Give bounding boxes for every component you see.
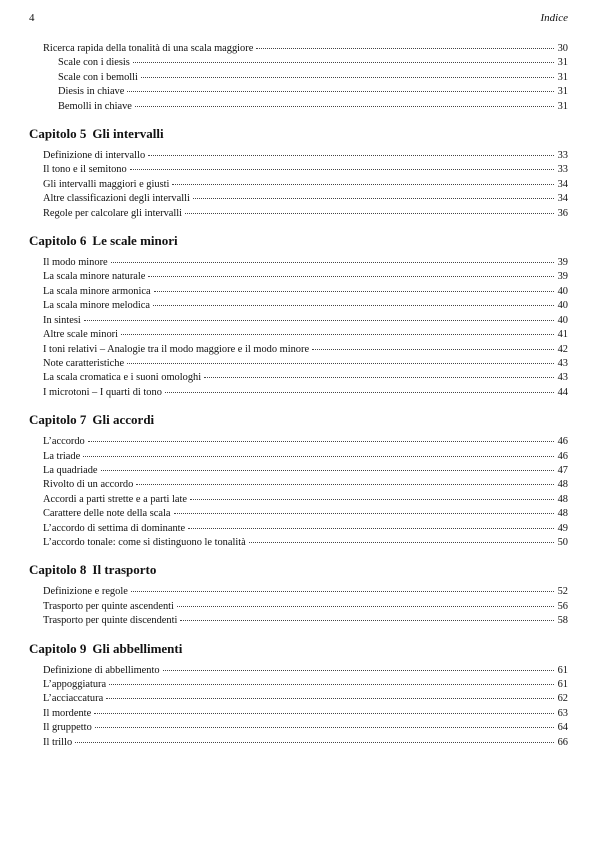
dot-leader — [133, 62, 554, 63]
toc-entry-title: Altre scale minori — [43, 329, 119, 341]
toc-entry-page: 40 — [557, 314, 568, 326]
toc-entry — [29, 256, 568, 270]
dot-leader — [148, 276, 554, 277]
toc-entry-page: 48 — [557, 479, 568, 491]
toc-entry-title: Scale con i diesis — [58, 57, 130, 69]
toc-entry-page: 31 — [557, 100, 568, 112]
dot-leader — [148, 155, 554, 156]
toc-entry-title: Altre classificazioni degli intervalli — [43, 193, 190, 205]
chapter-number: Capitolo 5 — [29, 126, 87, 142]
chapter-title: Gli intervalli — [92, 126, 164, 142]
toc-entry-page: 43 — [557, 372, 568, 384]
toc-entry — [29, 692, 568, 706]
toc-entry — [29, 614, 568, 628]
dot-leader — [165, 392, 554, 393]
toc-entry-title: L’appoggiatura — [43, 679, 107, 690]
toc-entry-page: 58 — [557, 615, 568, 627]
toc-entry-title: Definizione di intervallo — [43, 150, 146, 162]
toc-entry-title: Scale con i bemolli — [58, 71, 138, 83]
toc-entry-page: 36 — [557, 207, 568, 219]
toc-entry-title: Gli intervalli maggiori e giusti — [43, 178, 170, 190]
toc-entry-title: In sintesi — [43, 314, 81, 326]
dot-leader — [154, 291, 554, 292]
toc-entry-page: 48 — [557, 493, 568, 505]
toc-entry — [29, 42, 568, 56]
dot-leader — [135, 106, 554, 107]
dot-leader — [177, 606, 554, 607]
toc-preamble-section — [29, 42, 568, 114]
toc-entry — [29, 56, 568, 70]
toc-entry-title: Definizione e regole — [43, 586, 128, 598]
dot-leader — [109, 684, 554, 685]
toc-chapter — [29, 126, 568, 221]
dot-leader — [127, 363, 554, 364]
toc-entry-page: 31 — [557, 71, 568, 83]
dot-leader — [136, 484, 554, 485]
dot-leader — [204, 377, 554, 378]
toc-entry — [29, 386, 568, 400]
toc-entry-title: Il trillo — [43, 736, 73, 748]
dot-leader — [131, 591, 554, 592]
dot-leader — [94, 713, 554, 714]
chapter-title: Il trasporto — [92, 562, 157, 578]
toc-entry-title: Accordi a parti strette e a parti late — [43, 493, 187, 505]
dot-leader — [130, 169, 554, 170]
chapter-heading — [29, 126, 568, 142]
toc-entry-title: L’accordo — [43, 436, 85, 448]
toc-entry — [29, 678, 568, 692]
dot-leader — [249, 542, 554, 543]
toc-entry — [29, 100, 568, 114]
toc-entry-page: 52 — [557, 586, 568, 598]
toc-entry-title: Il tono e il semitono — [43, 164, 127, 176]
toc-entry — [29, 707, 568, 721]
page-number: 4 — [29, 12, 35, 24]
chapter-number: Capitolo 6 — [29, 233, 87, 249]
dot-leader — [256, 48, 554, 49]
chapter-number: Capitolo 9 — [29, 640, 87, 656]
toc-entry — [29, 328, 568, 342]
toc-entry-title: Il mordente — [43, 707, 92, 719]
toc-entry-title: Trasporto per quinte ascendenti — [43, 600, 174, 612]
toc-entry-title: La triade — [43, 450, 81, 462]
toc-entry-page: 40 — [557, 285, 568, 297]
toc-entry-page: 61 — [557, 664, 568, 676]
toc-entry-page: 44 — [557, 386, 568, 398]
toc-entry-page: 62 — [557, 693, 568, 705]
toc-entry-title: Carattere delle note della scala — [43, 508, 171, 520]
toc-entry — [29, 585, 568, 599]
toc-entry — [29, 478, 568, 492]
dot-leader — [88, 441, 554, 442]
toc-entry-title: L’accordo tonale: come si distinguono le tonalità — [43, 536, 246, 548]
toc-entry-page: 40 — [557, 300, 568, 312]
toc-entry — [29, 464, 568, 478]
dot-leader — [121, 334, 554, 335]
toc-chapter — [29, 233, 568, 400]
dot-leader — [101, 470, 554, 471]
toc-entry-title: Bemolli in chiave — [58, 100, 132, 112]
toc-entry-page: 31 — [557, 86, 568, 98]
toc-entry-page: 46 — [557, 450, 568, 462]
chapter-title: Le scale minori — [92, 233, 178, 249]
chapter-number: Capitolo 8 — [29, 562, 87, 578]
dot-leader — [180, 620, 554, 621]
toc-entry — [29, 178, 568, 192]
toc-entry-title: I microtoni – I quarti di tono — [43, 386, 162, 398]
chapter-title: Gli accordi — [92, 412, 155, 428]
toc-chapter — [29, 412, 568, 550]
toc-entry-title: Ricerca rapida della tonalità di una scala maggiore — [43, 43, 254, 54]
toc-entry-title: Regole per calcolare gli intervalli — [43, 207, 183, 219]
table-of-contents — [29, 42, 568, 750]
toc-entry-title: La scala cromatica e i suoni omologhi — [43, 372, 202, 384]
toc-entry-title: I toni relativi – Analogie tra il modo maggiore e il modo minore — [43, 343, 310, 355]
running-head: Indice — [540, 12, 568, 24]
toc-entry-title: Il gruppetto — [43, 722, 92, 734]
chapter-title: Gli abbellimenti — [92, 640, 183, 656]
toc-chapter — [29, 562, 568, 628]
dot-leader — [174, 513, 554, 514]
toc-entry — [29, 493, 568, 507]
toc-entry — [29, 536, 568, 550]
toc-entry — [29, 270, 568, 284]
toc-entry-title: La quadriade — [43, 464, 98, 476]
toc-entry — [29, 299, 568, 313]
toc-entry-title: Definizione di abbellimento — [43, 664, 160, 676]
toc-entry — [29, 71, 568, 85]
toc-entry — [29, 435, 568, 449]
toc-entry — [29, 664, 568, 678]
toc-entry — [29, 343, 568, 357]
toc-entry — [29, 85, 568, 99]
toc-entry-title: La scala minore naturale — [43, 271, 146, 283]
toc-entry — [29, 600, 568, 614]
toc-entry-page: 48 — [557, 508, 568, 520]
dot-leader — [111, 262, 554, 263]
toc-entry-page: 30 — [557, 43, 568, 54]
chapter-heading — [29, 641, 568, 657]
toc-entry-page: 43 — [557, 357, 568, 369]
toc-entry — [29, 207, 568, 221]
toc-entry-page: 49 — [557, 522, 568, 534]
toc-entry-page: 46 — [557, 436, 568, 448]
toc-entry-page: 39 — [557, 271, 568, 283]
dot-leader — [141, 77, 554, 78]
toc-entry — [29, 736, 568, 750]
dot-leader — [83, 456, 554, 457]
toc-chapter — [29, 641, 568, 750]
toc-entry-page: 34 — [557, 178, 568, 190]
dot-leader — [75, 742, 554, 743]
dot-leader — [312, 349, 554, 350]
dot-leader — [193, 198, 554, 199]
page-header — [29, 12, 568, 28]
dot-leader — [185, 213, 554, 214]
toc-entry-page: 34 — [557, 193, 568, 205]
toc-entry-page: 63 — [557, 707, 568, 719]
dot-leader — [127, 91, 554, 92]
toc-entry-page: 31 — [557, 57, 568, 69]
toc-entry-title: La scala minore armonica — [43, 285, 151, 297]
toc-entry-title: La scala minore melodica — [43, 300, 151, 312]
toc-entry-title: Il modo minore — [43, 257, 108, 269]
dot-leader — [163, 670, 554, 671]
toc-entry-title: Diesis in chiave — [58, 86, 125, 98]
toc-entry — [29, 314, 568, 328]
toc-entry-page: 66 — [557, 736, 568, 748]
toc-entry-page: 56 — [557, 600, 568, 612]
dot-leader — [188, 528, 554, 529]
dot-leader — [190, 499, 554, 500]
toc-entry-title: L’accordo di settima di dominante — [43, 522, 186, 534]
toc-entry — [29, 371, 568, 385]
toc-entry-title: Trasporto per quinte discendenti — [43, 615, 178, 627]
toc-entry-page: 64 — [557, 722, 568, 734]
toc-entry-page: 41 — [557, 329, 568, 341]
dot-leader — [153, 305, 554, 306]
toc-entry — [29, 522, 568, 536]
toc-entry-page: 33 — [557, 164, 568, 176]
dot-leader — [172, 184, 554, 185]
toc-entry — [29, 192, 568, 206]
chapter-heading — [29, 233, 568, 249]
toc-entry — [29, 450, 568, 464]
toc-entry-title: Note caratteristiche — [43, 357, 125, 369]
toc-entry-page: 42 — [557, 343, 568, 355]
toc-entry-page: 50 — [557, 536, 568, 548]
toc-entry-title: Rivolto di un accordo — [43, 479, 134, 491]
chapter-heading — [29, 412, 568, 428]
dot-leader — [95, 727, 554, 728]
toc-entry-page: 61 — [557, 679, 568, 690]
chapter-heading — [29, 562, 568, 578]
toc-entry-title: L’acciaccatura — [43, 693, 104, 705]
toc-entry-page: 39 — [557, 257, 568, 269]
toc-entry — [29, 163, 568, 177]
dot-leader — [84, 320, 554, 321]
toc-entry — [29, 285, 568, 299]
toc-entry — [29, 149, 568, 163]
toc-entry — [29, 507, 568, 521]
toc-entry — [29, 357, 568, 371]
toc-entry — [29, 721, 568, 735]
toc-entry-page: 33 — [557, 150, 568, 162]
chapter-number: Capitolo 7 — [29, 412, 87, 428]
dot-leader — [106, 698, 554, 699]
toc-entry-page: 47 — [557, 464, 568, 476]
